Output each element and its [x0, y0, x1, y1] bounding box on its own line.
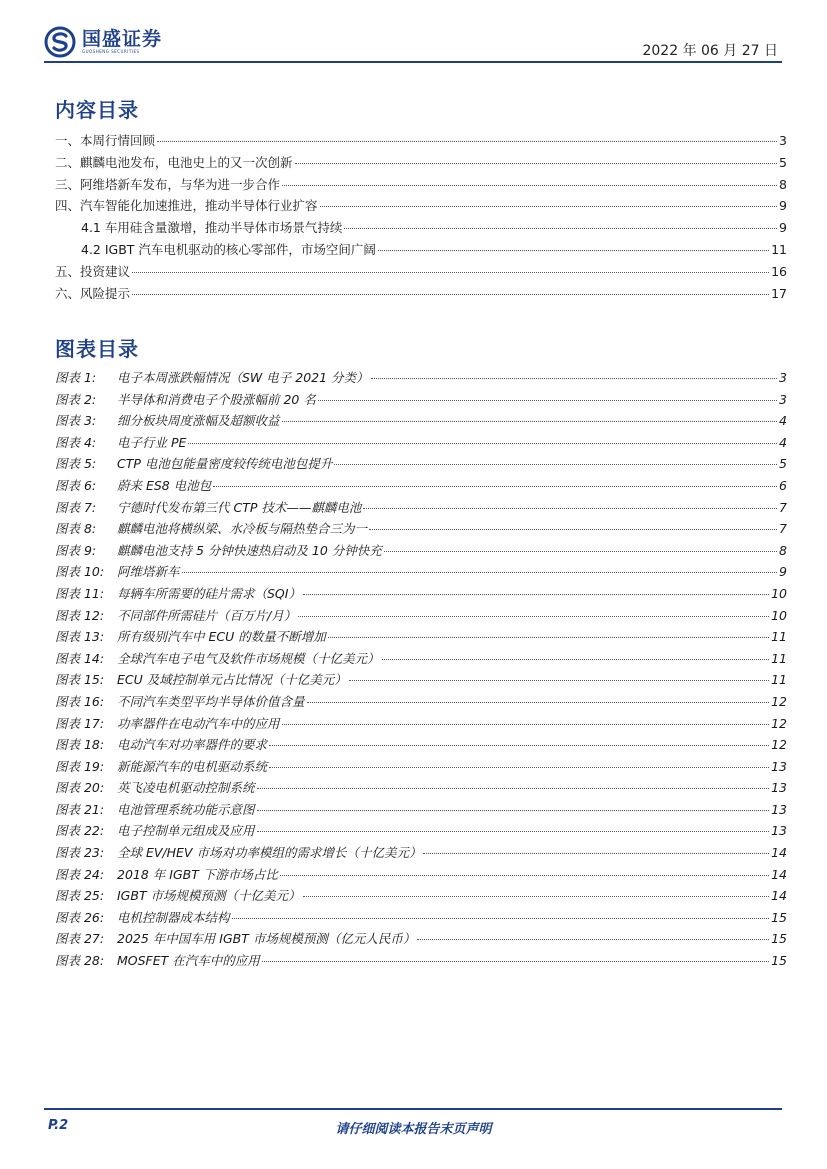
- figure-entry[interactable]: [55, 627, 787, 649]
- figure-entry-label: 图表 28:: [55, 953, 105, 969]
- figure-entry[interactable]: [55, 843, 787, 865]
- figure-entry-title: 功率器件在电动汽车中的应用: [117, 715, 280, 731]
- figure-entry-label: 图表 4:: [55, 434, 97, 450]
- figure-entry-label: 图表 10:: [55, 564, 105, 580]
- figure-entry-page: 13: [771, 801, 787, 817]
- figure-entry[interactable]: [55, 757, 787, 779]
- figure-entry-label: 图表 2:: [55, 391, 97, 407]
- figure-entry[interactable]: [55, 584, 787, 606]
- toc-entry-page: 5: [779, 154, 787, 170]
- figure-entry-page: 12: [771, 737, 787, 753]
- dot-leader: [269, 745, 769, 746]
- figure-entry[interactable]: [55, 606, 787, 628]
- toc-entry-title: 二、麒麟电池发布，电池史上的又一次创新: [55, 154, 293, 170]
- figure-entry[interactable]: [55, 390, 787, 412]
- figure-entry[interactable]: [55, 433, 787, 455]
- figure-entry[interactable]: [55, 865, 787, 887]
- dot-leader: [213, 486, 777, 487]
- figure-entry-title: 半导体和消费电子个股涨幅前 20 名: [117, 391, 316, 407]
- figure-entry-page: 6: [779, 477, 787, 493]
- figure-entry[interactable]: [55, 562, 787, 584]
- figure-entry-label: 图表 23:: [55, 845, 105, 861]
- figure-list-heading: 图表目录: [55, 337, 139, 361]
- toc-entry-title: 四、汽车智能化加速推进，推动半导体行业扩容: [55, 198, 318, 214]
- figure-entry-label: 图表 22:: [55, 823, 105, 839]
- toc-entry-page: 8: [779, 176, 787, 192]
- toc-entry[interactable]: [55, 153, 787, 175]
- figure-entry[interactable]: [55, 519, 787, 541]
- toc-entry[interactable]: [55, 284, 787, 306]
- figure-entry-page: 5: [779, 456, 787, 472]
- figure-entry-title: 电子行业 PE: [117, 434, 187, 450]
- footer-divider: [44, 1108, 782, 1110]
- dot-leader: [344, 228, 777, 229]
- figure-entry-label: 图表 25:: [55, 888, 105, 904]
- figure-entry-label: 图表 18:: [55, 737, 105, 753]
- figure-entry-page: 4: [779, 413, 787, 429]
- figure-entry-title: 2025 年中国车用 IGBT 市场规模预测（亿元人民币）: [117, 931, 416, 947]
- figure-entry[interactable]: [55, 368, 787, 390]
- logo-name: 国盛证券: [82, 28, 163, 50]
- figure-entry-label: 图表 13:: [55, 629, 105, 645]
- figure-entry-title: MOSFET 在汽车中的应用: [117, 953, 260, 969]
- figure-entry-page: 4: [779, 434, 787, 450]
- toc-entry-title: 一、本周行情回顾: [55, 133, 156, 148]
- figure-entry-page: 7: [779, 521, 787, 537]
- figure-entry-title: IGBT 市场规模预测（十亿美元）: [117, 888, 301, 904]
- figure-entry[interactable]: [55, 670, 787, 692]
- dot-leader: [371, 378, 778, 379]
- toc-entry-title: 三、阿维塔新车发布，与华为进一步合作: [55, 176, 281, 192]
- figure-entry-title: 电池管理系统功能示意图: [117, 801, 255, 817]
- figure-entry-label: 图表 17:: [55, 715, 105, 731]
- dot-leader: [262, 961, 769, 962]
- figure-entry-label: 图表 9:: [55, 542, 97, 558]
- figure-entry-title: 宁德时代发布第三代 CTP 技术——麒麟电池: [117, 499, 362, 515]
- report-date: 2022 年 06 月 27 日: [642, 43, 778, 59]
- figure-entry[interactable]: [55, 821, 787, 843]
- figure-entry-page: 13: [771, 823, 787, 839]
- figure-entry[interactable]: [55, 886, 787, 908]
- toc-entry[interactable]: [55, 240, 787, 262]
- figure-entry-page: 10: [771, 607, 787, 623]
- figure-entry[interactable]: [55, 778, 787, 800]
- figure-entry-label: 图表 8:: [55, 521, 97, 537]
- figure-entry-title: 2018 年 IGBT 下游市场占比: [117, 866, 278, 882]
- dot-leader: [257, 831, 770, 832]
- figure-entry[interactable]: [55, 908, 787, 930]
- figure-entry-label: 图表 6:: [55, 477, 97, 493]
- dot-leader: [188, 443, 777, 444]
- figure-entry-page: 7: [779, 499, 787, 515]
- dot-leader: [417, 939, 769, 940]
- dot-leader: [298, 616, 769, 617]
- dot-leader: [382, 659, 770, 660]
- figure-entry-label: 图表 19:: [55, 758, 105, 774]
- figure-entry-title: 不同汽车类型平均半导体价值含量: [117, 693, 305, 709]
- dot-leader: [318, 400, 777, 401]
- toc-entry-page: 3: [779, 133, 787, 148]
- figure-entry-title: 细分板块周度涨幅及超额收益: [117, 413, 280, 429]
- table-of-contents: [55, 131, 787, 305]
- figure-entry-title: 阿维塔新车: [117, 564, 180, 580]
- figure-entry-label: 图表 16:: [55, 693, 105, 709]
- figure-entry-label: 图表 14:: [55, 650, 105, 666]
- toc-entry[interactable]: [55, 218, 787, 240]
- toc-entry[interactable]: [55, 175, 787, 197]
- figure-entry-title: 全球 EV/HEV 市场对功率模组的需求增长（十亿美元）: [117, 845, 422, 861]
- figure-entry-page: 14: [771, 866, 787, 882]
- figure-entry[interactable]: [55, 735, 787, 757]
- dot-leader: [378, 250, 769, 251]
- figure-entry-page: 14: [771, 845, 787, 861]
- figure-entry-page: 12: [771, 693, 787, 709]
- figure-entry[interactable]: [55, 454, 787, 476]
- figure-entry-title: 电动汽车对功率器件的要求: [117, 737, 268, 753]
- dot-leader: [132, 294, 769, 295]
- figure-entry-label: 图表 12:: [55, 607, 105, 623]
- figure-entry-label: 图表 24:: [55, 866, 105, 882]
- dot-leader: [157, 141, 777, 142]
- figure-entry-page: 3: [779, 391, 787, 407]
- dot-leader: [295, 163, 778, 164]
- figure-entry-page: 15: [771, 931, 787, 947]
- figure-entry-title: 蔚来 ES8 电池包: [117, 477, 212, 493]
- figure-entry-page: 11: [771, 672, 787, 688]
- figure-entry[interactable]: [55, 951, 787, 973]
- figure-entry[interactable]: [55, 929, 787, 951]
- dot-leader: [280, 875, 769, 876]
- dot-leader: [282, 185, 777, 186]
- figure-entry-label: 图表 15:: [55, 672, 105, 688]
- figure-entry-label: 图表 20:: [55, 780, 105, 796]
- toc-entry[interactable]: [55, 196, 787, 218]
- dot-leader: [282, 724, 770, 725]
- figure-entry-title: 电子本周涨跌幅情况（SW 电子 2021 分类）: [117, 370, 369, 385]
- guosheng-logo-icon: [44, 26, 76, 58]
- figure-entry-label: 图表 1:: [55, 370, 97, 385]
- figure-entry-title: 全球汽车电子电气及软件市场规模（十亿美元）: [117, 650, 380, 666]
- header-divider: [44, 61, 782, 63]
- figure-entry-title: 新能源汽车的电机驱动系统: [117, 758, 268, 774]
- figure-entry-label: 图表 27:: [55, 931, 105, 947]
- toc-entry-page: 9: [779, 220, 787, 236]
- toc-entry-title: 五、投资建议: [55, 263, 131, 279]
- dot-leader: [320, 206, 778, 207]
- page-header: [44, 24, 782, 64]
- dot-leader: [369, 529, 777, 530]
- figure-entry[interactable]: [55, 541, 787, 563]
- dot-leader: [423, 853, 769, 854]
- figure-entry-title: 每辆车所需要的硅片需求（SQI）: [117, 585, 301, 601]
- toc-entry[interactable]: [55, 262, 787, 284]
- figure-entry-title: 英飞凌电机驱动控制系统: [117, 780, 255, 796]
- dot-leader: [363, 508, 777, 509]
- figure-entry-page: 15: [771, 909, 787, 925]
- figure-entry-page: 12: [771, 715, 787, 731]
- figure-entry-label: 图表 21:: [55, 801, 105, 817]
- dot-leader: [269, 767, 769, 768]
- figure-entry-page: 14: [771, 888, 787, 904]
- figure-entry-label: 图表 5:: [55, 456, 97, 472]
- company-logo: [44, 26, 162, 58]
- toc-entry-page: 11: [771, 241, 787, 257]
- figure-entry-page: 3: [779, 370, 787, 385]
- dot-leader: [334, 464, 777, 465]
- dot-leader: [307, 702, 770, 703]
- figure-entry[interactable]: [55, 411, 787, 433]
- disclaimer-note: 请仔细阅读本报告末页声明: [335, 1122, 492, 1137]
- figure-entry-label: 图表 3:: [55, 413, 97, 429]
- figure-entry-page: 11: [771, 629, 787, 645]
- toc-entry-title: 六、风险提示: [55, 285, 131, 301]
- figure-entry-title: 麒麟电池支持 5 分钟快速热启动及 10 分钟快充: [117, 542, 382, 558]
- figure-entry-page: 13: [771, 758, 787, 774]
- figure-entry[interactable]: [55, 498, 787, 520]
- figure-entry-title: ECU 及域控制单元占比情况（十亿美元）: [117, 672, 347, 688]
- toc-entry-page: 9: [779, 198, 787, 214]
- figure-entry[interactable]: [55, 649, 787, 671]
- figure-entry-label: 图表 26:: [55, 909, 105, 925]
- figure-entry-page: 11: [771, 650, 787, 666]
- dot-leader: [282, 421, 778, 422]
- toc-entry-title: 4.1 车用硅含量激增，推动半导体市场景气持续: [81, 220, 343, 236]
- dot-leader: [303, 594, 769, 595]
- dot-leader: [349, 680, 769, 681]
- dot-leader: [257, 810, 770, 811]
- figure-entry-page: 15: [771, 953, 787, 969]
- figure-entry-page: 8: [779, 542, 787, 558]
- figure-entry[interactable]: [55, 476, 787, 498]
- page-number: P.2: [48, 1118, 69, 1133]
- figure-entry-title: CTP 电池包能量密度较传统电池包提升: [117, 456, 333, 472]
- toc-entry-title: 4.2 IGBT 汽车电机驱动的核心零部件，市场空间广阔: [81, 241, 376, 257]
- figure-entry-title: 所有级别汽车中 ECU 的数量不断增加: [117, 629, 326, 645]
- dot-leader: [328, 637, 769, 638]
- dot-leader: [257, 788, 770, 789]
- figure-entry-title: 电子控制单元组成及应用: [117, 823, 255, 839]
- figure-entry[interactable]: [55, 714, 787, 736]
- dot-leader: [182, 572, 778, 573]
- list-of-figures: [55, 368, 787, 973]
- figure-entry-page: 13: [771, 780, 787, 796]
- figure-entry-title: 麒麟电池将横纵梁、水冷板与隔热垫合三为一: [117, 521, 368, 537]
- dot-leader: [232, 918, 770, 919]
- figure-entry[interactable]: [55, 692, 787, 714]
- logo-subtitle: GUOSHENG SECURITIES: [82, 49, 140, 54]
- figure-entry-page: 10: [771, 585, 787, 601]
- figure-entry[interactable]: [55, 800, 787, 822]
- toc-entry[interactable]: [55, 131, 787, 153]
- toc-entry-page: 17: [771, 285, 787, 301]
- figure-entry-label: 图表 7:: [55, 499, 97, 515]
- dot-leader: [132, 272, 769, 273]
- figure-entry-label: 图表 11:: [55, 585, 105, 601]
- figure-entry-title: 电机控制器成本结构: [117, 909, 230, 925]
- toc-heading: 内容目录: [55, 98, 139, 122]
- toc-entry-page: 16: [771, 263, 787, 279]
- dot-leader: [303, 896, 770, 897]
- figure-entry-page: 9: [779, 564, 787, 580]
- dot-leader: [384, 551, 777, 552]
- figure-entry-title: 不同部件所需硅片（百万片/月）: [117, 607, 297, 623]
